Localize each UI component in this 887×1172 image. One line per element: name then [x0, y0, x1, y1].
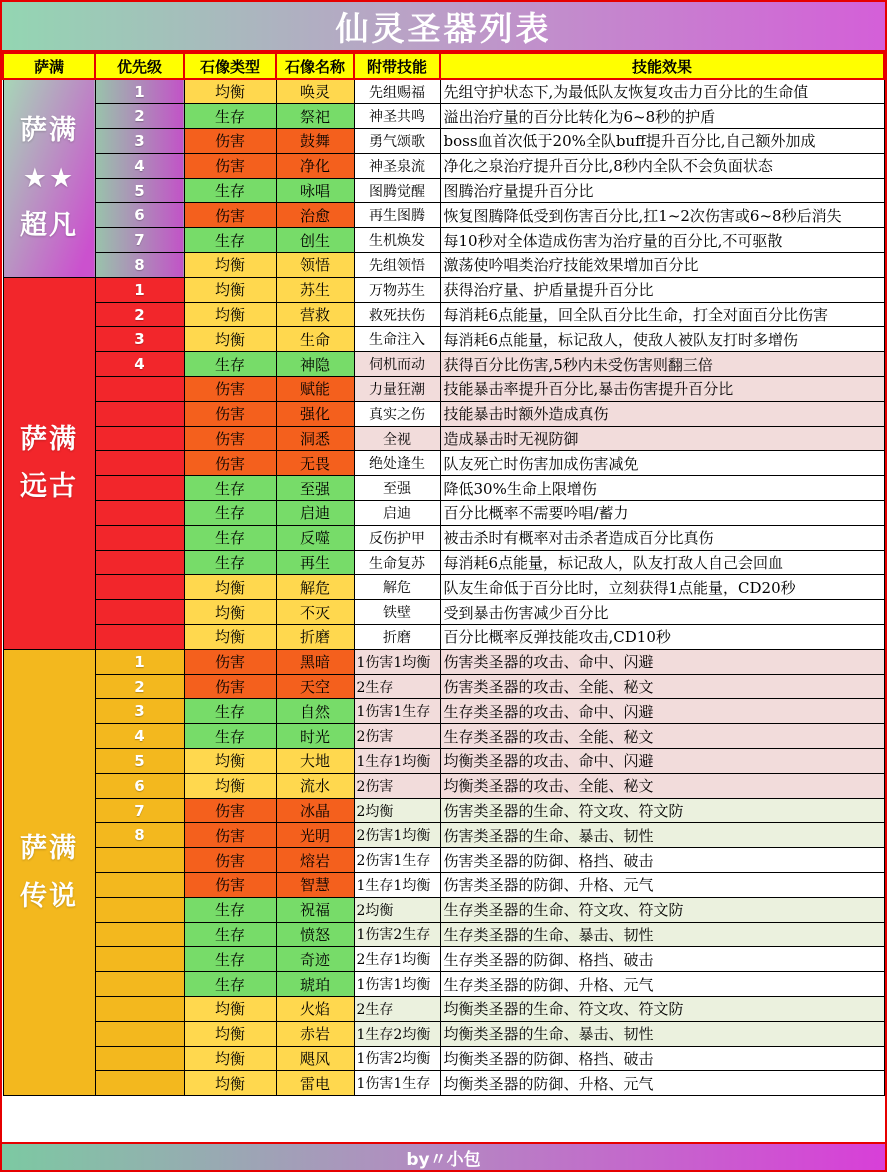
statue-name-cell: 黑暗 [276, 649, 354, 674]
priority-cell: 5 [95, 178, 184, 203]
statue-name-cell: 不灭 [276, 600, 354, 625]
priority-cell [95, 426, 184, 451]
effect-cell: 百分比概率反弹技能攻击,CD10秒 [440, 625, 884, 650]
priority-cell [95, 501, 184, 526]
priority-cell [95, 625, 184, 650]
statue-type-cell: 伤害 [184, 153, 276, 178]
table-row [3, 79, 884, 104]
statue-type-cell: 生存 [184, 228, 276, 253]
statue-type-cell: 伤害 [184, 129, 276, 154]
priority-cell: 6 [95, 773, 184, 798]
table-row [3, 873, 884, 898]
priority-cell: 3 [95, 327, 184, 352]
col-header-shaman: 萨满 [3, 53, 95, 79]
skill-cell: 1伤害1生存 [354, 699, 440, 724]
skill-cell: 2伤害 [354, 724, 440, 749]
table-row [3, 897, 884, 922]
statue-name-cell: 大地 [276, 749, 354, 774]
table-row [3, 426, 884, 451]
skill-cell: 神圣泉流 [354, 153, 440, 178]
effect-cell: 溢出治疗量的百分比转化为6~8秒的护盾 [440, 104, 884, 129]
priority-cell [95, 1021, 184, 1046]
statue-type-cell: 伤害 [184, 426, 276, 451]
priority-cell [95, 451, 184, 476]
statue-name-cell: 营救 [276, 302, 354, 327]
statue-name-cell: 雷电 [276, 1071, 354, 1096]
effect-cell: 每消耗6点能量，标记敌人，队友打敌人自己会回血 [440, 550, 884, 575]
statue-name-cell: 赋能 [276, 377, 354, 402]
skill-cell: 生机焕发 [354, 228, 440, 253]
skill-cell: 再生图腾 [354, 203, 440, 228]
table-row [3, 203, 884, 228]
skill-cell: 救死扶伤 [354, 302, 440, 327]
statue-name-cell: 净化 [276, 153, 354, 178]
priority-cell: 3 [95, 699, 184, 724]
effect-cell: 百分比概率不需要吟唱/蓄力 [440, 501, 884, 526]
priority-cell: 7 [95, 798, 184, 823]
statue-type-cell: 伤害 [184, 798, 276, 823]
priority-cell: 5 [95, 749, 184, 774]
title-bar [2, 2, 885, 52]
statue-name-cell: 苏生 [276, 277, 354, 302]
statue-name-cell: 创生 [276, 228, 354, 253]
table-row [3, 773, 884, 798]
statue-type-cell: 均衡 [184, 79, 276, 104]
statue-type-cell: 生存 [184, 897, 276, 922]
skill-cell: 2均衡 [354, 798, 440, 823]
skill-cell: 1生存2均衡 [354, 1021, 440, 1046]
priority-cell: 2 [95, 104, 184, 129]
statue-name-cell: 鼓舞 [276, 129, 354, 154]
priority-cell [95, 848, 184, 873]
statue-type-cell: 均衡 [184, 773, 276, 798]
statue-name-cell: 洞悉 [276, 426, 354, 451]
statue-name-cell: 咏唱 [276, 178, 354, 203]
skill-cell: 2生存 [354, 996, 440, 1021]
statue-type-cell: 生存 [184, 525, 276, 550]
effect-cell: 每10秒对全体造成伤害为治疗量的百分比,不可驱散 [440, 228, 884, 253]
effect-cell: 获得百分比伤害,5秒内未受伤害则翻三倍 [440, 352, 884, 377]
table-row [3, 525, 884, 550]
effect-cell: 伤害类圣器的攻击、全能、秘文 [440, 674, 884, 699]
skill-cell: 伺机而动 [354, 352, 440, 377]
effect-cell: 恢复图腾降低受到伤害百分比,扛1~2次伤害或6~8秒后消失 [440, 203, 884, 228]
priority-cell [95, 897, 184, 922]
skill-cell: 图腾觉醒 [354, 178, 440, 203]
statue-name-cell: 祭祀 [276, 104, 354, 129]
table-row [3, 550, 884, 575]
statue-type-cell: 均衡 [184, 1071, 276, 1096]
priority-cell: 4 [95, 153, 184, 178]
priority-cell: 1 [95, 277, 184, 302]
effect-cell: 队友死亡时伤害加成伤害减免 [440, 451, 884, 476]
priority-cell [95, 922, 184, 947]
skill-cell: 1伤害1均衡 [354, 649, 440, 674]
group-label-supreme: 萨满 ★★ 超凡 [3, 79, 95, 277]
statue-name-cell: 无畏 [276, 451, 354, 476]
priority-cell [95, 600, 184, 625]
table-row [3, 253, 884, 278]
skill-cell: 2伤害 [354, 773, 440, 798]
statue-type-cell: 生存 [184, 501, 276, 526]
table-row [3, 476, 884, 501]
effect-cell: 获得治疗量、护盾量提升百分比 [440, 277, 884, 302]
table-row [3, 649, 884, 674]
table-row [3, 996, 884, 1021]
table-row [3, 228, 884, 253]
col-header-effect: 技能效果 [440, 53, 884, 79]
table-row [3, 798, 884, 823]
statue-name-cell: 生命 [276, 327, 354, 352]
priority-cell [95, 575, 184, 600]
statue-type-cell: 均衡 [184, 327, 276, 352]
table-row [3, 922, 884, 947]
statue-type-cell: 均衡 [184, 253, 276, 278]
effect-cell: 净化之泉治疗提升百分比,8秒内全队不会负面状态 [440, 153, 884, 178]
table-row [3, 401, 884, 426]
table-row [3, 129, 884, 154]
table-row [3, 823, 884, 848]
statue-name-cell: 启迪 [276, 501, 354, 526]
statue-type-cell: 均衡 [184, 575, 276, 600]
statue-name-cell: 流水 [276, 773, 354, 798]
statue-name-cell: 反噬 [276, 525, 354, 550]
statue-type-cell: 伤害 [184, 377, 276, 402]
skill-cell: 折磨 [354, 625, 440, 650]
priority-cell: 1 [95, 79, 184, 104]
skill-cell: 1生存1均衡 [354, 749, 440, 774]
effect-cell: 均衡类圣器的防御、升格、元气 [440, 1071, 884, 1096]
statue-name-cell: 强化 [276, 401, 354, 426]
priority-cell: 7 [95, 228, 184, 253]
statue-name-cell: 智慧 [276, 873, 354, 898]
skill-cell: 绝处逢生 [354, 451, 440, 476]
group-label-legend: 萨满 传说 [3, 649, 95, 1095]
statue-name-cell: 折磨 [276, 625, 354, 650]
table-row [3, 699, 884, 724]
table-row [3, 153, 884, 178]
effect-cell: 均衡类圣器的攻击、命中、闪避 [440, 749, 884, 774]
priority-cell: 3 [95, 129, 184, 154]
priority-cell [95, 1071, 184, 1096]
statue-type-cell: 伤害 [184, 203, 276, 228]
effect-cell: 伤害类圣器的生命、符文攻、符文防 [440, 798, 884, 823]
skill-cell: 反伤护甲 [354, 525, 440, 550]
statue-name-cell: 琥珀 [276, 972, 354, 997]
effect-cell: 被击杀时有概率对击杀者造成百分比真伤 [440, 525, 884, 550]
priority-cell [95, 1046, 184, 1071]
statue-type-cell: 均衡 [184, 277, 276, 302]
priority-cell [95, 401, 184, 426]
skill-cell: 1伤害1生存 [354, 1071, 440, 1096]
statue-type-cell: 生存 [184, 178, 276, 203]
table-row [3, 625, 884, 650]
skill-cell: 万物苏生 [354, 277, 440, 302]
priority-cell [95, 947, 184, 972]
skill-cell: 至强 [354, 476, 440, 501]
table-row [3, 972, 884, 997]
priority-cell [95, 972, 184, 997]
priority-cell [95, 476, 184, 501]
effect-cell: 生存类圣器的生命、符文攻、符文防 [440, 897, 884, 922]
statue-type-cell: 均衡 [184, 749, 276, 774]
statue-name-cell: 自然 [276, 699, 354, 724]
priority-cell: 1 [95, 649, 184, 674]
table-row [3, 302, 884, 327]
table-row [3, 724, 884, 749]
skill-cell: 真实之伤 [354, 401, 440, 426]
statue-type-cell: 伤害 [184, 649, 276, 674]
table-row [3, 1046, 884, 1071]
statue-name-cell: 天空 [276, 674, 354, 699]
table-header [3, 53, 884, 79]
statue-name-cell: 解危 [276, 575, 354, 600]
table-row [3, 501, 884, 526]
skill-cell: 勇气颂歌 [354, 129, 440, 154]
statue-type-cell: 伤害 [184, 823, 276, 848]
artifact-table [2, 52, 885, 1096]
skill-cell: 2生存1均衡 [354, 947, 440, 972]
table-row [3, 848, 884, 873]
effect-cell: 均衡类圣器的防御、格挡、破击 [440, 1046, 884, 1071]
header-row [3, 53, 884, 79]
statue-type-cell: 生存 [184, 352, 276, 377]
statue-type-cell: 均衡 [184, 625, 276, 650]
table-body [3, 79, 884, 1096]
skill-cell: 1伤害2生存 [354, 922, 440, 947]
skill-cell: 生命注入 [354, 327, 440, 352]
skill-cell: 生命复苏 [354, 550, 440, 575]
effect-cell: 先组守护状态下,为最低队友恢复攻击力百分比的生命值 [440, 79, 884, 104]
col-header-statue-name: 石像名称 [276, 53, 354, 79]
skill-cell: 2生存 [354, 674, 440, 699]
skill-cell: 先组赐福 [354, 79, 440, 104]
statue-type-cell: 伤害 [184, 401, 276, 426]
skill-cell: 1伤害2均衡 [354, 1046, 440, 1071]
table-row [3, 104, 884, 129]
table-row [3, 451, 884, 476]
skill-cell: 力量狂潮 [354, 377, 440, 402]
col-header-skill: 附带技能 [354, 53, 440, 79]
skill-cell: 启迪 [354, 501, 440, 526]
priority-cell: 8 [95, 253, 184, 278]
statue-type-cell: 生存 [184, 104, 276, 129]
statue-type-cell: 均衡 [184, 1046, 276, 1071]
table-row [3, 600, 884, 625]
statue-type-cell: 生存 [184, 699, 276, 724]
statue-type-cell: 生存 [184, 724, 276, 749]
statue-type-cell: 生存 [184, 947, 276, 972]
effect-cell: 降低30%生命上限增伤 [440, 476, 884, 501]
effect-cell: 均衡类圣器的生命、暴击、韧性 [440, 1021, 884, 1046]
statue-type-cell: 均衡 [184, 600, 276, 625]
table-row [3, 947, 884, 972]
effect-cell: 每消耗6点能量，标记敌人，使敌人被队友打时多增伤 [440, 327, 884, 352]
statue-name-cell: 领悟 [276, 253, 354, 278]
statue-type-cell: 生存 [184, 922, 276, 947]
skill-cell: 神圣共鸣 [354, 104, 440, 129]
statue-name-cell: 再生 [276, 550, 354, 575]
table-row [3, 1021, 884, 1046]
statue-name-cell: 熔岩 [276, 848, 354, 873]
statue-name-cell: 神隐 [276, 352, 354, 377]
statue-name-cell: 飓风 [276, 1046, 354, 1071]
statue-type-cell: 生存 [184, 476, 276, 501]
statue-name-cell: 唤灵 [276, 79, 354, 104]
priority-cell: 2 [95, 302, 184, 327]
priority-cell [95, 873, 184, 898]
effect-cell: boss血首次低于20%全队buff提升百分比,自己额外加成 [440, 129, 884, 154]
skill-cell: 全视 [354, 426, 440, 451]
effect-cell: 伤害类圣器的防御、格挡、破击 [440, 848, 884, 873]
priority-cell: 6 [95, 203, 184, 228]
effect-cell: 激荡使吟唱类治疗技能效果增加百分比 [440, 253, 884, 278]
effect-cell: 图腾治疗量提升百分比 [440, 178, 884, 203]
col-header-statue-type: 石像类型 [184, 53, 276, 79]
skill-cell: 铁壁 [354, 600, 440, 625]
effect-cell: 伤害类圣器的攻击、命中、闪避 [440, 649, 884, 674]
table-row [3, 377, 884, 402]
priority-cell [95, 525, 184, 550]
skill-cell: 2伤害1均衡 [354, 823, 440, 848]
table-row [3, 352, 884, 377]
table-row [3, 327, 884, 352]
page-title: 仙灵圣器列表 [335, 8, 552, 48]
credit-text: by〃小包 [406, 1149, 481, 1170]
priority-cell: 4 [95, 724, 184, 749]
statue-type-cell: 均衡 [184, 996, 276, 1021]
effect-cell: 生存类圣器的防御、升格、元气 [440, 972, 884, 997]
priority-cell: 8 [95, 823, 184, 848]
effect-cell: 队友生命低于百分比时，立刻获得1点能量，CD20秒 [440, 575, 884, 600]
effect-cell: 均衡类圣器的攻击、全能、秘文 [440, 773, 884, 798]
priority-cell [95, 996, 184, 1021]
skill-cell: 2伤害1生存 [354, 848, 440, 873]
effect-cell: 生存类圣器的防御、格挡、破击 [440, 947, 884, 972]
priority-cell: 4 [95, 352, 184, 377]
effect-cell: 伤害类圣器的生命、暴击、韧性 [440, 823, 884, 848]
statue-name-cell: 愤怒 [276, 922, 354, 947]
effect-cell: 每消耗6点能量，回全队百分比生命，打全对面百分比伤害 [440, 302, 884, 327]
statue-name-cell: 火焰 [276, 996, 354, 1021]
effect-cell: 受到暴击伤害减少百分比 [440, 600, 884, 625]
table-row [3, 674, 884, 699]
table-row [3, 178, 884, 203]
priority-cell [95, 377, 184, 402]
table-row [3, 749, 884, 774]
statue-type-cell: 均衡 [184, 302, 276, 327]
effect-cell: 伤害类圣器的防御、升格、元气 [440, 873, 884, 898]
statue-name-cell: 赤岩 [276, 1021, 354, 1046]
statue-type-cell: 生存 [184, 550, 276, 575]
statue-type-cell: 生存 [184, 972, 276, 997]
effect-cell: 生存类圣器的攻击、全能、秘文 [440, 724, 884, 749]
skill-cell: 2均衡 [354, 897, 440, 922]
statue-name-cell: 祝福 [276, 897, 354, 922]
col-header-priority: 优先级 [95, 53, 184, 79]
table-row [3, 575, 884, 600]
effect-cell: 造成暴击时无视防御 [440, 426, 884, 451]
statue-type-cell: 伤害 [184, 674, 276, 699]
effect-cell: 生存类圣器的攻击、命中、闪避 [440, 699, 884, 724]
statue-name-cell: 冰晶 [276, 798, 354, 823]
statue-name-cell: 时光 [276, 724, 354, 749]
table-row [3, 1071, 884, 1096]
effect-cell: 技能暴击时额外造成真伤 [440, 401, 884, 426]
effect-cell: 技能暴击率提升百分比,暴击伤害提升百分比 [440, 377, 884, 402]
effect-cell: 均衡类圣器的生命、符文攻、符文防 [440, 996, 884, 1021]
effect-cell: 生存类圣器的生命、暴击、韧性 [440, 922, 884, 947]
statue-type-cell: 均衡 [184, 1021, 276, 1046]
statue-name-cell: 奇迹 [276, 947, 354, 972]
group-label-ancient: 萨满 远古 [3, 277, 95, 649]
skill-cell: 先组领悟 [354, 253, 440, 278]
priority-cell: 2 [95, 674, 184, 699]
skill-cell: 解危 [354, 575, 440, 600]
table-row [3, 277, 884, 302]
footer-bar [2, 1142, 885, 1170]
skill-cell: 1生存1均衡 [354, 873, 440, 898]
statue-name-cell: 光明 [276, 823, 354, 848]
statue-name-cell: 至强 [276, 476, 354, 501]
statue-type-cell: 伤害 [184, 451, 276, 476]
skill-cell: 1伤害1均衡 [354, 972, 440, 997]
statue-name-cell: 治愈 [276, 203, 354, 228]
statue-type-cell: 伤害 [184, 848, 276, 873]
priority-cell [95, 550, 184, 575]
statue-type-cell: 伤害 [184, 873, 276, 898]
